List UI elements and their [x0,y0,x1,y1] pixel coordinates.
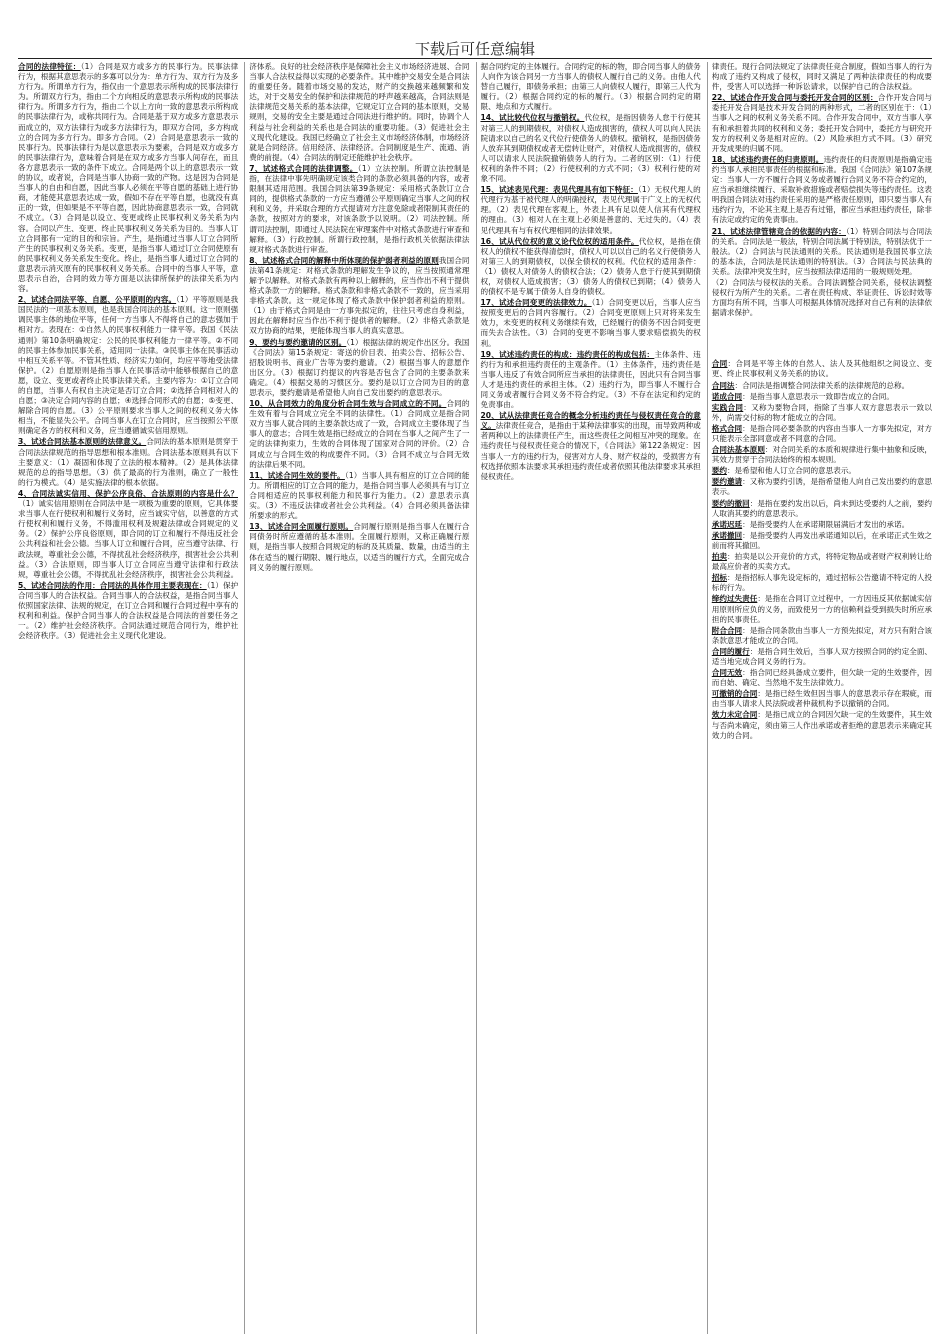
glossary-entry [712,689,932,709]
section-body: （1）保护合同当事人的合法权益。合同当事人的合法权益，是指合同当事人依照国家法律、法规的规定，在订立合同和履行合同过程中享有的权利和利益。保护合同当事人的合法权益是合同法的首要任务之一。（2）维护社会经济秩序。合同法通过规范合同行为，维护社会经济秩序。（3）促进社会主义现代化建设。 [18,580,239,641]
header-divider [18,58,932,59]
section-paragraph [481,237,701,298]
section-paragraph [481,350,701,411]
section-paragraph [712,93,932,154]
section-body: 济体系。良好的社会经济秩序是保障社会主义市场经济进展、合同当事人合法权益得以实现的必要条件。其中维护交易安全是合同法的重要任务。随着市场交易的发达，财产的交换越来越频繁和发达，对于交易安全的保护和法律规范的呼声越来越高，合同法则是法律规范交易关系的基本法律，它规定订立合同的基本原则，交易规则，交易的安全主要是通过合同法进行维护的。同时，协调个人利益与社会利益的关系也是合同法的重要功能。（3）促进社会主义现代化建设。我国已经确立了社会主义市场经济体制，市场经济就是合同经济。信用经济、法律经济。合同制度是生产、流通、消费的前提。（4）合同法的制定还能维护社会秩序。 [249,62,470,162]
glossary-term: 承诺撤回 [711,530,743,540]
glossary-entry [712,424,932,444]
glossary-term: 实践合同 [711,402,744,412]
glossary-definition: ：是指受要约人在承诺期限届满后才发出的承诺。 [742,519,910,529]
glossary-entry [712,531,932,551]
section-paragraph [18,295,238,436]
section-heading: 2、试述合同法平等、自愿、公平原则的内容。 [18,295,177,305]
glossary-definition: ：是指已成立的合同因欠缺一定的生效要件，其生效与否尚未确定，须由第三人作出承诺或者拒绝的意思表示来确定其效力的合同。 [711,710,932,740]
section-heading: 5、试述合同法的作用：合同法的具体作用主要表现在： [18,580,207,590]
glossary-entry [712,445,932,465]
section-paragraph [481,113,701,184]
section-heading: 14、试比较代位权与撤销权。 [480,113,585,123]
glossary-definition: ：是指合同生效后，当事人双方按照合同的约定全面、适当地完成合同义务的行为。 [711,646,932,666]
glossary-term: 合同的履行 [711,646,750,656]
glossary-definition: ：是希望和他人订立合同的意思表示。 [726,466,857,476]
glossary-term: 拍卖 [711,552,727,562]
section-paragraph [249,399,469,470]
section-heading: 10、从合同效力的角度分析合同生效与合同成立的不同。 [249,399,447,409]
section-body: （1）平等原则是我国民法的一项基本原则，也是我国合同法的基本原则。这一原则强调民事主体的地位平等，任何一方当事人不得将自己的意志强加于相对方。表现在：①自然人的民事权利能力一律平等。我国《民法通则》第10条明确规定：公民的民事权利能力一律平等。②不同的民事主体参加民事关系，适用同一法律。③民事主体在民事活动中相互关系平等。不管其性质、经济实力如何，均应平等地受法律保护。（2）自愿原则是指当事人在民事活动中能够根据自己的意愿，设立、变更或者终止民事法律关系。主要内容为：①订立合同的自愿，当事人有权自主决定是否订立合同；②选择合同相对人的自愿；③决定合同内容的自愿；④选择合同形式的自愿；⑤变更、解除合同的自愿。（3）公平原则要求当事人之间的权利义务大体相当，不能显失公平。合同当事人在订立合同时，应当按照公平原则确定各方的权利和义务，应当遵循诚实信用原则。 [18,295,239,436]
glossary-definition: ：是指受要约人再发出承诺通知以后，在承诺正式生效之前而将其撤回。 [711,530,932,550]
glossary-entry [712,552,932,572]
section-body: 代位权，是指在债权人的债权不能获得清偿时，债权人可以以自己的名义行使债务人对第三人的到期债权，以保全债权的权利。代位权的适用条件：（1）债权人对债务人的债权合法；（2）债务人怠于行使其到期债权，对债权人造成损害；（3）债务人的债权已到期；（4）债务人的债权不是专属于债务人自身的债权。 [480,236,701,297]
section-paragraph [18,62,238,294]
column-3 [476,62,701,1334]
section-paragraph [249,256,469,337]
section-body: （1）当事人具有相应的订立合同的能力。所谓相应的订立合同的能力，是指合同当事人必须具有与订立合同相适应的民事权利能力和民事行为能力。（2）意思表示真实。（3）不违反法律或者社会公共利益。（4）合同必须具备法律所要求的形式。 [249,470,470,521]
glossary-definition: ：是指在要约发出以后，尚未到达受要约人之前，要约人取消其要约的意思表示。 [711,498,932,518]
section-body: （2）合同法与侵权法的关系。合同法调整合同关系，侵权法调整侵权行为所产生的关系。二者在责任构成、举证责任、诉讼时效等方面均有所不同，当事人可根据具体情况选择对自己有利的法律依据请求保护。 [711,277,932,318]
glossary-term: 承诺迟延 [711,519,743,529]
section-heading: 16、试从代位权的意义论代位权的适用条件。 [480,236,639,246]
glossary-entry [712,477,932,497]
section-heading: 11、试述合同生效的要件。 [249,470,345,480]
section-body: 主体条件、违约行为和承担违约责任的主观条件。（1）主体条件，违约责任是当事人违反了有效合同所应当承担的法律责任，因此只有合同当事人才是违约责任的承担主体。（2）违约行为，即当事人不履行合同义务或者履行合同义务不符合约定。（3）不存在法定和约定的免责事由。 [480,349,701,410]
glossary-term: 可撤销的合同 [711,689,758,699]
glossary-entry [712,381,932,391]
glossary-term: 格式合同 [711,423,743,433]
column-1 [18,62,238,1334]
section-heading: 18、试述违约责任的归责原则。 [711,154,824,164]
section-paragraph [249,522,469,572]
section-body: （1）根据法律的规定作出区分。我国《合同法》第15条规定：寄送的价目表、拍卖公告、招标公告、招股说明书、商业广告等为要约邀请。（2）根据当事人的意愿作出区分。（3）根据订约提议的内容是否包含了合同的主要条款来确定。（4）根据交易的习惯区分。要约是以订立合同为目的的意思表示，要约邀请是希望他人向自己发出要约的意思表示。 [249,337,470,397]
section-heading: 17、试述合同变更的法律效力。 [480,298,592,308]
section-heading: 15、试述表见代理：表见代理具有如下特征： [480,185,638,195]
glossary-entry [712,710,932,740]
glossary-definition: ：是指合同条款由当事人一方预先拟定，对方只有附合该条款意思才能成立的合同。 [711,625,932,645]
glossary-definition: ：合同法是指调整合同法律关系的法律规范的总称。 [734,380,910,390]
glossary-definition: ：是指招标人事先设定标的，通过招标公告邀请不特定的人投标的行为。 [711,573,932,593]
section-paragraph [249,62,469,163]
section-body: 合作开发合同与委托开发合同是技术开发合同的两种形式，二者的区别在于：（1）当事人之间的权利义务关系不同。合作开发合同中，双方当事人享有和承担着共同的权利和义务；委托开发合同中，委托方与研究开发方的权利义务是相对应的。（2）风险承担方式不同。（3）研究开发成果的归属不同。 [711,93,932,153]
section-paragraph [249,471,469,521]
section-heading: 13、试述合同全面履行原则。 [249,522,354,532]
section-body: （1）合同变更以后，当事人应当按照变更后的合同内容履行。（2）合同变更原则上只对将来发生效力，未变更的权利义务继续有效，已经履行的债务不因合同变更而失去合法性。（3）合同的变更不影响当事人要求赔偿损失的权利。 [480,298,701,348]
glossary-definition: ：是指在合同订立过程中，一方因违反其依据诚实信用原则所应负的义务，而致使另一方的信赖利益受到损失时所应承担的民事责任。 [711,594,932,624]
glossary-entry [712,573,932,593]
glossary-term: 合同法 [711,380,735,390]
document-columns [18,62,932,1334]
glossary-entry [712,520,932,530]
glossary-term: 合同无效 [711,668,743,678]
glossary-term: 效力未定合同 [711,710,758,720]
glossary-term: 缔约过失责任 [711,594,758,604]
glossary-term: 合同 [711,359,728,369]
section-paragraph [481,298,701,348]
section-heading: 19、试述违约责任的构成：违约责任的构成包括： [480,349,655,359]
column-4 [707,62,932,1334]
glossary-definition: ：对合同关系的本质和规律进行集中抽象和反映，其效力贯穿于合同法始终的根本规则。 [711,445,932,465]
glossary-entry [712,403,932,423]
section-body: 合同法的基本原则是贯穿于合同法法律规范的指导思想和根本准则。合同法基本原则具有以下主要意义：（1）凝固和体现了立法的根本精神。（2）是具体法律规范的总的指导思想。（3）供了最高的行为准则，确立了一般性的行为模式。（4）是实施法律的根本依据。 [18,437,239,487]
section-paragraph [712,278,932,318]
section-body: 法律责任竞合，是指由于某种法律事实的出现，而导致两种或者两种以上的法律责任产生，而这些责任之间相互冲突的现象。在违约责任与侵权责任竞合的情况下，《合同法》第122条规定：因当事人一方的违约行为，侵害对方人身、财产权益的，受损害方有权选择依照本法要求其承担违约责任或者依照其他法律要求其承担侵权责任。 [480,421,701,481]
section-paragraph [18,581,238,642]
glossary-term: 要约邀请 [711,477,743,487]
section-heading: 4、合同法诚实信用、保护公序良俗、合法原则的内容是什么？ [18,488,239,498]
glossary-definition: ：又称为要物合同，指除了当事人双方意思表示一致以外，尚需交付标的物才能成立的合同。 [711,402,932,422]
section-body: （1）特别合同法与合同法的关系。合同法是一般法，特别合同法属于特别法，特别法优于一般法。（2）合同法与民法通则的关系。民法通则是我国民事立法的基本法，合同法是民法通则的特别法。（3）合同法与民法典的关系。法律冲突发生时，应当按照法律适用的一般规则处理。 [711,226,932,276]
section-body: （1）立法控制。所谓立法控制是指，在法律中事先明确规定该类合同的条款必须具备的内容，或者限制其适用范围。我国合同法第39条规定：采用格式条款订立合同的，提供格式条款的一方应当遵循公平原则确定当事人之间的权利和义务，并采取合理的方式提请对方注意免除或者限制其责任的条款，按照对方的要求，对该条款予以说明。（2）司法控制。所谓司法控制，即通过人民法院在审理案件中对格式条款进行审查和解释。（3）行政控制。所谓行政控制，是指行政机关依据法律法规对格式条款进行审查。 [249,163,470,254]
glossary-entry [712,499,932,519]
section-heading: 9、要约与要约邀请的区别。 [249,337,347,347]
glossary-entry [712,466,932,476]
section-body: （1）诚实信用原则在合同法中是一项极为重要的原则，它具体要求当事人在行使权利和履行义务时，应当诚实守信，以善意的方式行使权利和履行义务，不得滥用权利及规避法律或合同规定的义务。（2）保护公序良俗原则，即合同的订立和履行不得违反社会公共利益和社会公德。当事人订立和履行合同，应当遵守法律、行政法规，尊重社会公德，不得扰乱社会经济秩序，损害社会公共利益。（3）合法原则，即当事人订立合同应当遵守法律和行政法规，尊重社会公德，不得扰乱社会经济秩序，损害社会公共利益。 [18,499,239,579]
glossary-definition: ：合同是平等主体的自然人、法人及其他组织之间设立、变更、终止民事权利义务关系的协议。 [711,359,932,379]
section-heading: 21、试述法律管辖竞合的依据的内容： [711,226,847,236]
section-paragraph [18,437,238,487]
section-body: 合同履行原则是指当事人在履行合同债务时所应遵循的基本准则。全面履行原则，又称正确履行原则，是指当事人按照合同规定的标的及其质量、数量，由适当的主体在适当的履行期限、履行地点，以适当的履行方式，全面完成合同义务的履行原则。 [249,522,470,572]
page-header: 下载后可任意编辑 [414,40,535,58]
glossary-term: 诺成合同 [711,391,743,401]
glossary-term: 招标 [711,573,727,583]
section-paragraph [712,227,932,277]
section-body: （1）无权代理人的代理行为基于被代理人的明确授权，表见代理属于广义上的无权代理。（2）表见代理在客观上，外表上具有足以使人信其有代理权的理由。（3）相对人在主观上必须是善意的、无过失的。（4）表见代理具有与有权代理相同的法律效果。 [480,185,701,235]
section-paragraph [712,155,932,226]
glossary-entry [712,594,932,624]
glossary-entry [712,626,932,646]
section-body: 据合同约定的主体履行。合同约定的标的物，即合同当事人的债务人向作为该合同另一方当事人的债权人履行自己的义务。由他人代替自己履行，即债务承担；由第三人向债权人履行，即第三人代为履行。（2）根据合同约定的标的履行。（3）根据合同约定的期限、地点和方式履行。 [480,62,701,112]
glossary-definition: ：是指当事人意思表示一致即告成立的合同。 [742,391,894,401]
glossary-entry [712,359,932,379]
section-heading: 8、试述格式合同的解释中所体现的保护弱者利益的原则 [249,255,439,265]
glossary-definition: ：又称为要约引诱，是指希望他人向自己发出要约的意思表示。 [711,477,932,497]
glossary-entry [712,668,932,688]
section-heading: 20、试从法律责任竞合的概念分析违约责任与侵权责任竞合的意义。 [480,411,701,431]
section-heading: 3、试述合同法基本原则的法律意义。 [18,437,147,447]
section-paragraph [481,411,701,482]
section-heading: 22、试述合作开发合同与委托开发合同的区别： [711,93,878,103]
section-paragraph [481,185,701,235]
column-2 [244,62,469,1334]
glossary-term: 附合合同 [711,625,743,635]
section-body: 律责任。现行合同法规定了法律责任竞合制度，假如当事人的行为构成了违约又构成了侵权，同时又满足了两种法律责任的构成要件，受害人可以选择一种诉讼请求，以保护自己的合法权益。 [711,62,932,92]
section-body: 合同的生效有着与合同成立完全不同的法律性。（1）合同成立是指合同双方当事人就合同的主要条款达成了一致，合同成立主要体现了当事人的意志；合同生效是指已经成立的合同在当事人之间产生了一定的法律拘束力，生效的合同体现了国家对合同的评价。（2）合同成立与合同生效的构成要件不同。（3）合同不成立与合同无效的法律后果不同。 [249,399,470,469]
section-paragraph [712,62,932,92]
column-spacer [712,319,932,359]
section-heading: 7、试述格式合同的法律调整。 [249,163,358,173]
section-body: 我国合同法第41条规定：对格式条款的理解发生争议的，应当按照通常理解予以解释。对格式条款有两种以上解释的，应当作出不利于提供格式条款一方的解释。格式条款和非格式条款不一致的，应当采用非格式条款。这一规定体现了格式条款中保护弱者利益的原则。（1）由于格式合同是由一方事先拟定的，往往只考虑自身利益，因此在解释时应当作出不利于提供者的解释。（2）非格式条款是双方协商的结果，更能体现当事人的真实意思。 [249,255,470,336]
glossary-entry [712,647,932,667]
glossary-term: 合同法基本原则 [711,445,765,455]
glossary-definition: ：拍卖是以公开竞价的方式，将特定物品或者财产权利转让给最高应价者的买卖方式。 [711,552,932,572]
section-body: 违约责任的归责原则是指确定违约当事人承担民事责任的根据和标准。我国《合同法》第107条规定：当事人一方不履行合同义务或者履行合同义务不符合约定的，应当承担继续履行、采取补救措施或者赔偿损失等违约责任。这表明我国合同法对违约责任采用的是严格责任原则，即只要当事人有违约行为，不论其主观上是否有过错，都应当承担违约责任，除非有法定或约定的免责事由。 [711,154,932,225]
glossary-definition: ：是指合同必要条款的内容由当事人一方事先拟定，对方只能表示全部同意或者不同意的合同。 [711,423,932,443]
section-paragraph [249,164,469,255]
glossary-definition: ：指合同已经具备成立要件，但欠缺一定的生效要件，因而自始、确定、当然地不发生法律效力。 [711,668,932,688]
section-paragraph [18,489,238,580]
section-body: 代位权，是指因债务人怠于行使其对第三人的到期债权，对债权人造成损害的，债权人可以向人民法院请求以自己的名义代位行使债务人的债权。撤销权，是指因债务人放弃其到期债权或者无偿转让财产，对债权人造成损害的，债权人可以请求人民法院撤销债务人的行为。二者的区别：（1）行使权利的条件不同；（2）行使权利的方式不同；（3）权利行使的对象不同。 [480,113,701,184]
glossary-entry [712,392,932,402]
glossary-term: 要约的撤回 [711,498,750,508]
section-body: （1）合同是双方或多方的民事行为。民事法律行为，根据其意思表示的多寡可以分为：单方行为、双方行为及多方行为。所谓单方行为，指仅由一个意思表示所构成的民事法律行为。所谓双方行为，指由二个方向相反的意思表示所构成的民事法律行为。所谓多方行为，指由二个以上方向一致的意思表示所构成的民事法律行为，或称共同行为。合同是基于双方或多方意思表示而成立的，双方法律行为或多方法律行为，即双方合同，多方构成立的合同为多方行为。即多方合同。（2）合同是意思表示一致的民事行为。民事法律行为是以意思表示为要素，合同是双方或多方的民事法律行为，意味着合同是在双方或多方当事人间存在，而且各方意思表示一致的条件下成立。合同是两个以上的意思表示一致的协议，或者说，合同是当事人协商一致的产物。这是因为合同是当事人的自由和自愿，因此当事人必须在平等自愿的基础上进行协商，才能使其意思表达成一致，假如不存在平等自愿，也就没有真正的一致，但如果是不平等自愿，因此协商意思表示一致，合同就不成立。（3）合同是以设立、变更或终止民事权利义务关系为内容。合同以产生、变更、终止民事权利义务关系为目的。当事人订立合同都有一定的目的和宗旨。产生，是指通过当事人订立合同所产生的民事权利义务关系。变更，是指当事人通过订立合同使原有的民事权利义务关系发生变化。终止，是指当事人通过订立合同的意思表示消灭原有的民事权利义务关系。合同中的当事人平等，意思表示自治，合同的效力等方面是以法律所保护的法律关系为内容。 [18,62,239,294]
section-paragraph [249,338,469,399]
section-paragraph [481,62,701,112]
glossary-term: 要约 [711,466,727,476]
section-heading: 合同的法律特征： [18,62,81,71]
glossary-definition: ：是指已经生效但因当事人的意思表示存在瑕疵，而由当事人请求人民法院或者仲裁机构予以撤销的合同。 [711,689,932,709]
